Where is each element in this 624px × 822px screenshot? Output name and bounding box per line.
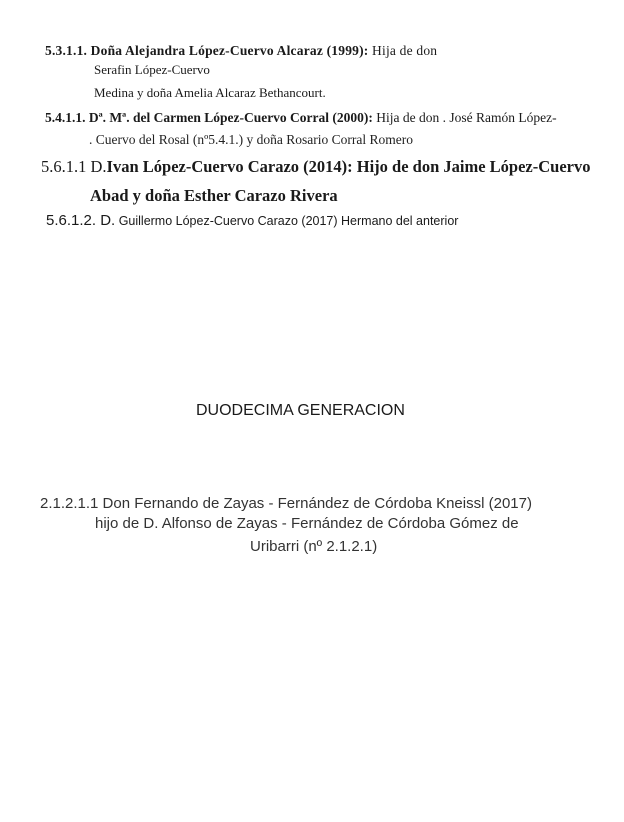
entry-5-6-1-2-line-1: [46, 212, 458, 229]
entry-5-3-1-1-line-1: [45, 43, 437, 59]
entry-label: 5.3.1.1. Doña Alejandra López-Cuervo Alcaraz (1999):: [45, 43, 369, 58]
entry-label: 5.6.1.1 D.: [41, 157, 107, 176]
entry-2-1-2-1-1-line-3: Uribarri (nº 2.1.2.1): [250, 538, 378, 555]
entry-5-4-1-1-line-2: . Cuervo del Rosal (nº5.4.1.) y doña Rosario Corral Romero: [89, 132, 414, 147]
entry-text: Ivan López-Cuervo Carazo (2014): Hijo de don Jaime López-Cuervo: [106, 157, 591, 176]
entry-2-1-2-1-1-line-1: 2.1.2.1.1 Don Fernando de Zayas - Fernández de Córdoba Kneissl (2017): [40, 495, 532, 512]
entry-5-3-1-1-line-2: Serafin López-Cuervo: [94, 62, 210, 77]
entry-5-6-1-1-line-2: Abad y doña Esther Carazo Rivera: [90, 186, 338, 205]
entry-text: Guillermo López-Cuervo Carazo (2017) Hermano del anterior: [115, 214, 459, 228]
entry-5-3-1-1-line-3: Medina y doña Amelia Alcaraz Bethancourt.: [94, 85, 326, 100]
entry-label: 5.4.1.1. Dª. Mª. del Carmen López-Cuervo Corral (2000):: [45, 110, 373, 125]
entry-5-4-1-1-line-1: [45, 110, 557, 126]
entry-2-1-2-1-1-line-2: hijo de D. Alfonso de Zayas - Fernández de Córdoba Gómez de: [95, 515, 519, 532]
entry-text: Hija de don: [368, 43, 438, 58]
section-heading: DUODECIMA GENERACION: [196, 402, 405, 419]
entry-text: Hija de don . José Ramón López-: [372, 110, 557, 125]
entry-label: 5.6.1.2. D.: [46, 212, 116, 229]
entry-5-6-1-1-line-1: [41, 157, 591, 177]
